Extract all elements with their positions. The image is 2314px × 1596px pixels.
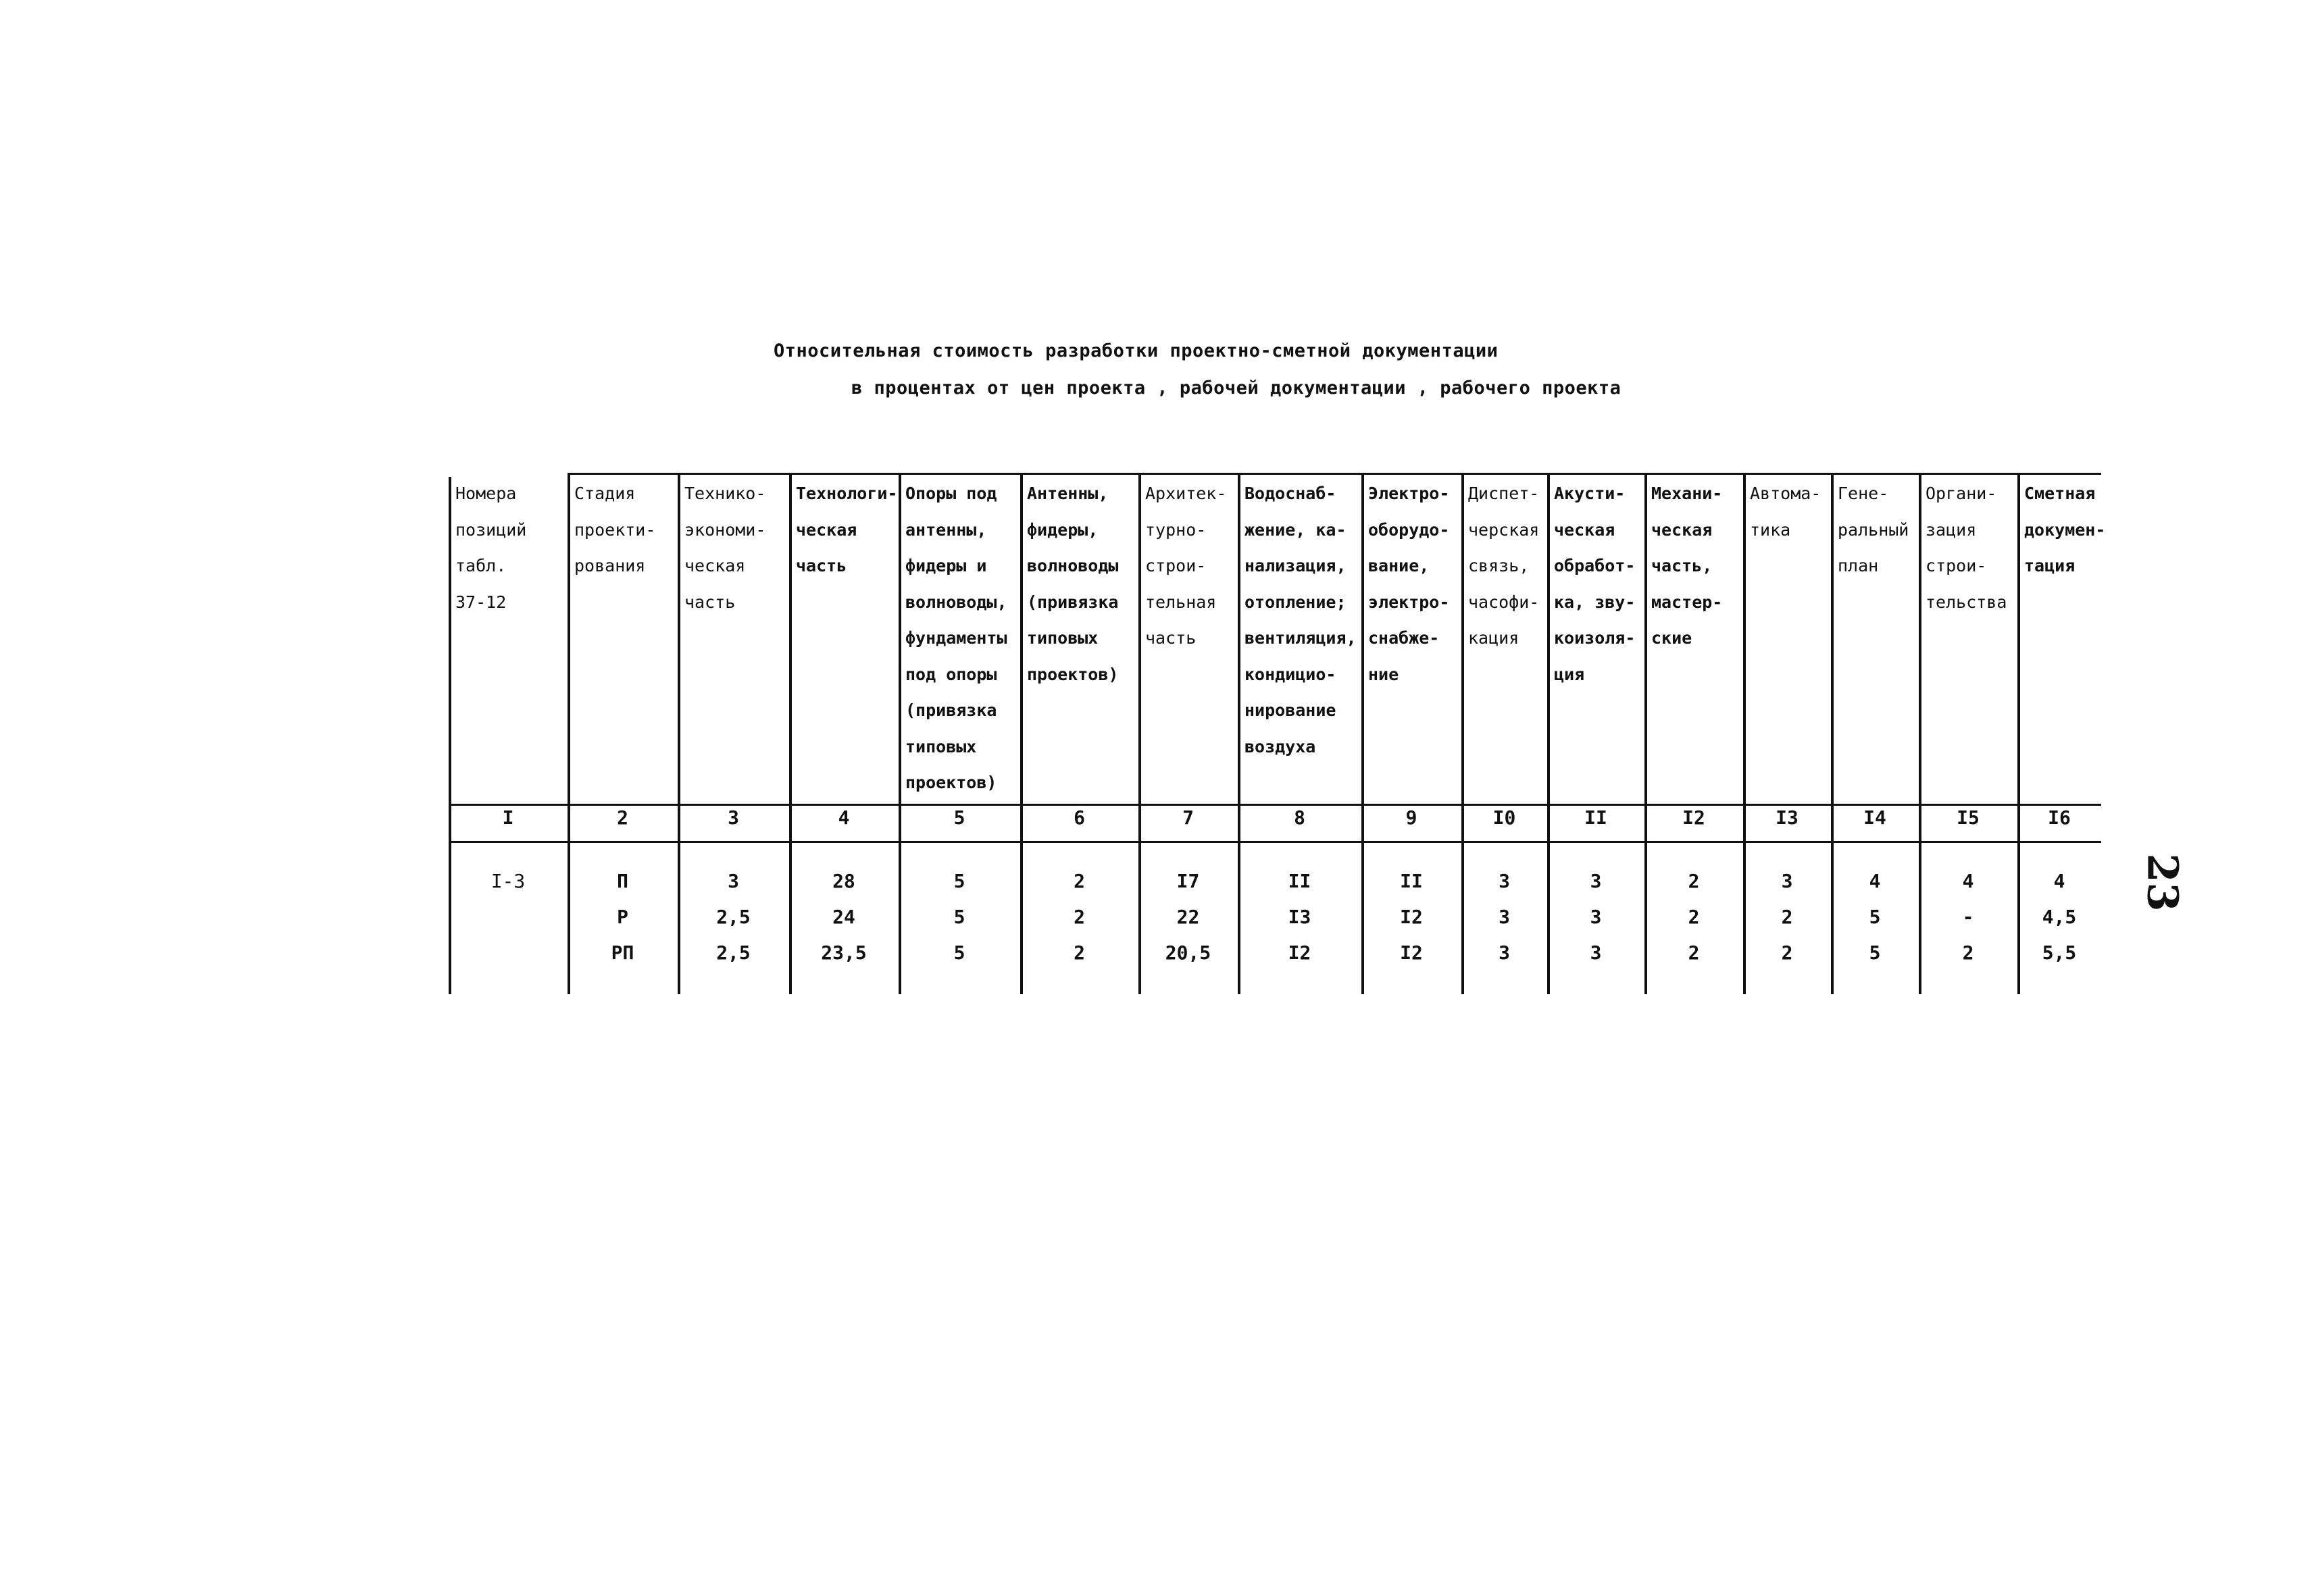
value-cell: 2 — [1074, 942, 1085, 964]
value-cell: 5 — [953, 942, 965, 964]
value-cell: I7 — [1176, 870, 1200, 892]
column-number: 2 — [617, 806, 628, 829]
column-number: I — [502, 806, 514, 829]
value-cell: I2 — [1288, 942, 1311, 964]
column-header: Номера позиций табл. 37-12 — [455, 484, 527, 612]
value-cell: II — [1288, 870, 1311, 892]
column-number: 6 — [1074, 806, 1085, 829]
column-number: I5 — [1957, 806, 1980, 829]
value-cell: 2 — [1781, 942, 1793, 964]
column-number: 5 — [953, 806, 965, 829]
value-column — [899, 863, 1020, 971]
value-cell: 5 — [1869, 942, 1881, 964]
value-cell: 5 — [953, 870, 965, 892]
value-cell: 24 — [832, 906, 855, 928]
stage-cell: РП — [611, 942, 634, 964]
value-column — [789, 863, 899, 971]
column-number: 8 — [1294, 806, 1305, 829]
value-column — [1547, 863, 1644, 971]
value-column — [1238, 863, 1361, 971]
value-cell: 2 — [1962, 942, 1974, 964]
position-cell: I-3 — [491, 870, 526, 892]
value-cell: 3 — [1590, 870, 1602, 892]
column-header: Стадия проекти- рования — [574, 484, 656, 575]
value-cell: 3 — [1590, 942, 1602, 964]
stage-column — [568, 863, 678, 971]
document-title-line-2: в процентах от цен проекта , рабочей документации , рабочего проекта — [851, 378, 1621, 398]
value-cell: 4 — [2053, 870, 2065, 892]
value-column — [1138, 863, 1238, 971]
value-cell: 2,5 — [716, 906, 751, 928]
column-number: 3 — [728, 806, 739, 829]
column-header: Электро- оборудо- вание, электро- снабже- ние — [1368, 484, 1450, 684]
stage-cell: Р — [617, 906, 628, 928]
column-number: I0 — [1492, 806, 1516, 829]
value-column — [1461, 863, 1547, 971]
value-column — [1644, 863, 1743, 971]
numbers-bottom-border — [449, 841, 2101, 843]
value-cell: 5 — [1869, 906, 1881, 928]
value-cell: 5,5 — [2042, 942, 2077, 964]
value-column — [1361, 863, 1461, 971]
column-header: Технологи- ческая часть — [796, 484, 898, 575]
value-column — [1743, 863, 1831, 971]
column-header: Опоры под антенны, фидеры и волноводы, фундаменты под опоры (привязка типовых проектов) — [905, 484, 1007, 792]
value-cell: 3 — [1781, 870, 1793, 892]
value-column — [2017, 863, 2101, 971]
value-cell: 4 — [1962, 870, 1974, 892]
value-cell: 23,5 — [821, 942, 867, 964]
value-cell: 2 — [1781, 906, 1793, 928]
value-cell: 22 — [1176, 906, 1200, 928]
value-cell: 4,5 — [2042, 906, 2077, 928]
column-header: Автома- тика — [1750, 484, 1821, 540]
document-title-line-1: Относительная стоимость разработки проектно-сметной документации — [774, 340, 1499, 361]
value-cell: 4 — [1869, 870, 1881, 892]
table-top-border — [568, 473, 2101, 475]
value-cell: 2 — [1074, 870, 1085, 892]
value-column — [1020, 863, 1138, 971]
column-header: Архитек- турно- строи- тельная часть — [1145, 484, 1227, 648]
column-header: Акусти- ческая обработ- ка, зву- коизоля- ция — [1554, 484, 1636, 684]
value-cell: 3 — [1499, 906, 1510, 928]
column-number: I4 — [1863, 806, 1886, 829]
column-number: I3 — [1776, 806, 1799, 829]
value-column — [1919, 863, 2017, 971]
value-cell: II — [1400, 870, 1423, 892]
value-cell: 2,5 — [716, 942, 751, 964]
column-header: Технико- экономи- ческая часть — [684, 484, 766, 612]
page-number: 23 — [2138, 853, 2188, 912]
column-number: 4 — [838, 806, 850, 829]
value-cell: 2 — [1688, 906, 1700, 928]
value-cell: 3 — [1590, 906, 1602, 928]
value-cell: 5 — [953, 906, 965, 928]
value-cell: I3 — [1288, 906, 1311, 928]
column-header: Сметная докумен- тация — [2024, 484, 2106, 575]
column-number: I6 — [2048, 806, 2071, 829]
value-cell: 20,5 — [1165, 942, 1211, 964]
column-header: Антенны, фидеры, волноводы (привязка типовых проектов) — [1027, 484, 1119, 684]
value-cell: 2 — [1688, 942, 1700, 964]
column-header: Гене- ральный план — [1838, 484, 1909, 575]
value-cell: 3 — [1499, 942, 1510, 964]
column-header: Водоснаб- жение, ка- нализация, отопление; вентиляция, кондицио- нирование воздуха — [1244, 484, 1357, 756]
column-header: Органи- зация строи- тельства — [1926, 484, 2007, 612]
value-cell: 3 — [728, 870, 739, 892]
column-number: I2 — [1682, 806, 1705, 829]
column-number: 9 — [1405, 806, 1417, 829]
value-cell: 3 — [1499, 870, 1510, 892]
column-number: II — [1584, 806, 1607, 829]
value-column — [678, 863, 789, 971]
value-cell: I2 — [1400, 906, 1423, 928]
value-cell: 28 — [832, 870, 855, 892]
column-divider — [449, 477, 451, 994]
column-header: Механи- ческая часть, мастер- ские — [1651, 484, 1723, 648]
value-cell: 2 — [1074, 906, 1085, 928]
value-column — [1831, 863, 1919, 971]
column-number: 7 — [1182, 806, 1194, 829]
value-cell: I2 — [1400, 942, 1423, 964]
value-cell: - — [1962, 906, 1974, 928]
stage-cell: П — [617, 870, 628, 892]
header-bottom-border — [449, 804, 2101, 806]
column-header: Диспет- черская связь, часофи- кация — [1468, 484, 1540, 648]
value-cell: 2 — [1688, 870, 1700, 892]
